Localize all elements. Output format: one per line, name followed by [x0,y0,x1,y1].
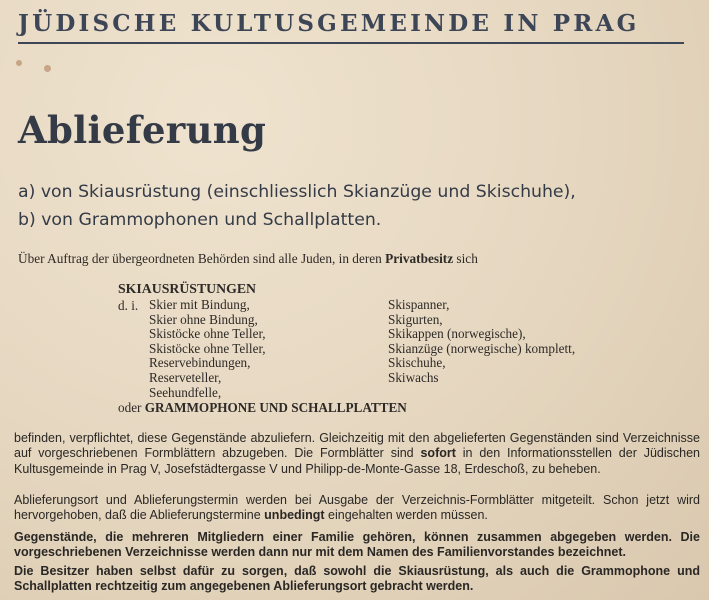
list-item: Skistöcke ohne Teller, [149,340,266,356]
subtitle-a: a) von Skiausrüstung (einschliesslich Skianzüge und Skischuhe), [18,182,576,202]
items-right-list [388,298,575,386]
intro-line [18,251,478,267]
oder-label: oder [118,400,145,415]
intro-text: Über Auftrag der übergeordneten Behörden sind alle Juden, in deren [18,251,386,266]
paragraph-family: Gegenstände, die mehreren Mitgliedern einer Familie gehören, können zusammen abgegeben werden. Die vorgeschriebenen Verzeichnisse werden dann nur mit dem Namen des Familienvorstandes bezeichnet. [14,530,700,560]
list-item: Skispanner, [388,297,450,312]
paragraph-text: in den Informationsstellen der Jüdischen Kultusgemeinde in Prag V, Josefstädtergasse V und Philipp-de-Monte-Gasse 18, Erdeschoß, zu beheben. [14,446,701,476]
intro-emphasis: Privatbesitz [385,251,454,266]
category-heading: SKIAUSRÜSTUNGEN [118,281,257,296]
alternative-line [118,400,407,416]
paragraph-text: befinden, verpflichtet, diese Gegenstände abzuliefern. Gleichzeitig mit den abgelieferten Gegenständen sind Verzeichnisse auf vorgeschriebenen Formblättern abzugeben. Die Formblätter sind [14,431,700,461]
list-item: Skier mit Bindung, [149,297,250,312]
header-rule [18,42,684,44]
list-item: Skistöcke ohne Teller, [149,326,266,342]
stain-spot [16,60,22,66]
alternative-category: GRAMMOPHONE UND SCHALLPLATTEN [144,400,407,415]
list-item: Skischuhe, [388,355,446,371]
paragraph-text: Ablieferungsort und Ablieferungstermin werden bei Ausgabe der Verzeichnis-Formblätter mitgeteilt. Schon jetzt wird hervorgehoben, daß die Ablieferungstermine [14,493,700,523]
list-item: Seehundfelle, [149,384,222,400]
items-left-list [149,298,266,400]
intro-text-end: sich [453,251,478,266]
list-item: Reserveteller, [149,369,222,385]
paragraph-obligation [14,431,700,477]
list-item: Skianzüge (norwegische) komplett, [388,340,576,356]
paragraph-emphasis: sofort [420,446,456,461]
list-item: Skigurten, [388,311,443,327]
notice-title: Ablieferung [18,108,267,152]
stain-spot [44,65,51,72]
subtitle-b: b) von Grammophonen und Schallplatten. [18,210,382,230]
list-item: Reservebindungen, [149,355,251,371]
paragraph-deadline [14,493,700,524]
paragraph-owners: Die Besitzer haben selbst dafür zu sorgen, daß sowohl die Skiausrüstung, als auch die Grammophone und Schallplatten rechtzeitig zum angegebenen Ablieferungsort gebracht werden. [14,564,700,594]
list-item: Skikappen (norwegische), [388,326,526,342]
list-item: Skier ohne Bindung, [149,311,258,327]
di-label: d. i. [118,298,139,313]
paragraph-emphasis: unbedingt [264,508,325,523]
organization-header: JÜDISCHE KULTUSGEMEINDE IN PRAG [18,10,640,37]
list-item: Skiwachs [388,369,439,385]
paragraph-text: eingehalten werden müssen. [324,508,488,523]
